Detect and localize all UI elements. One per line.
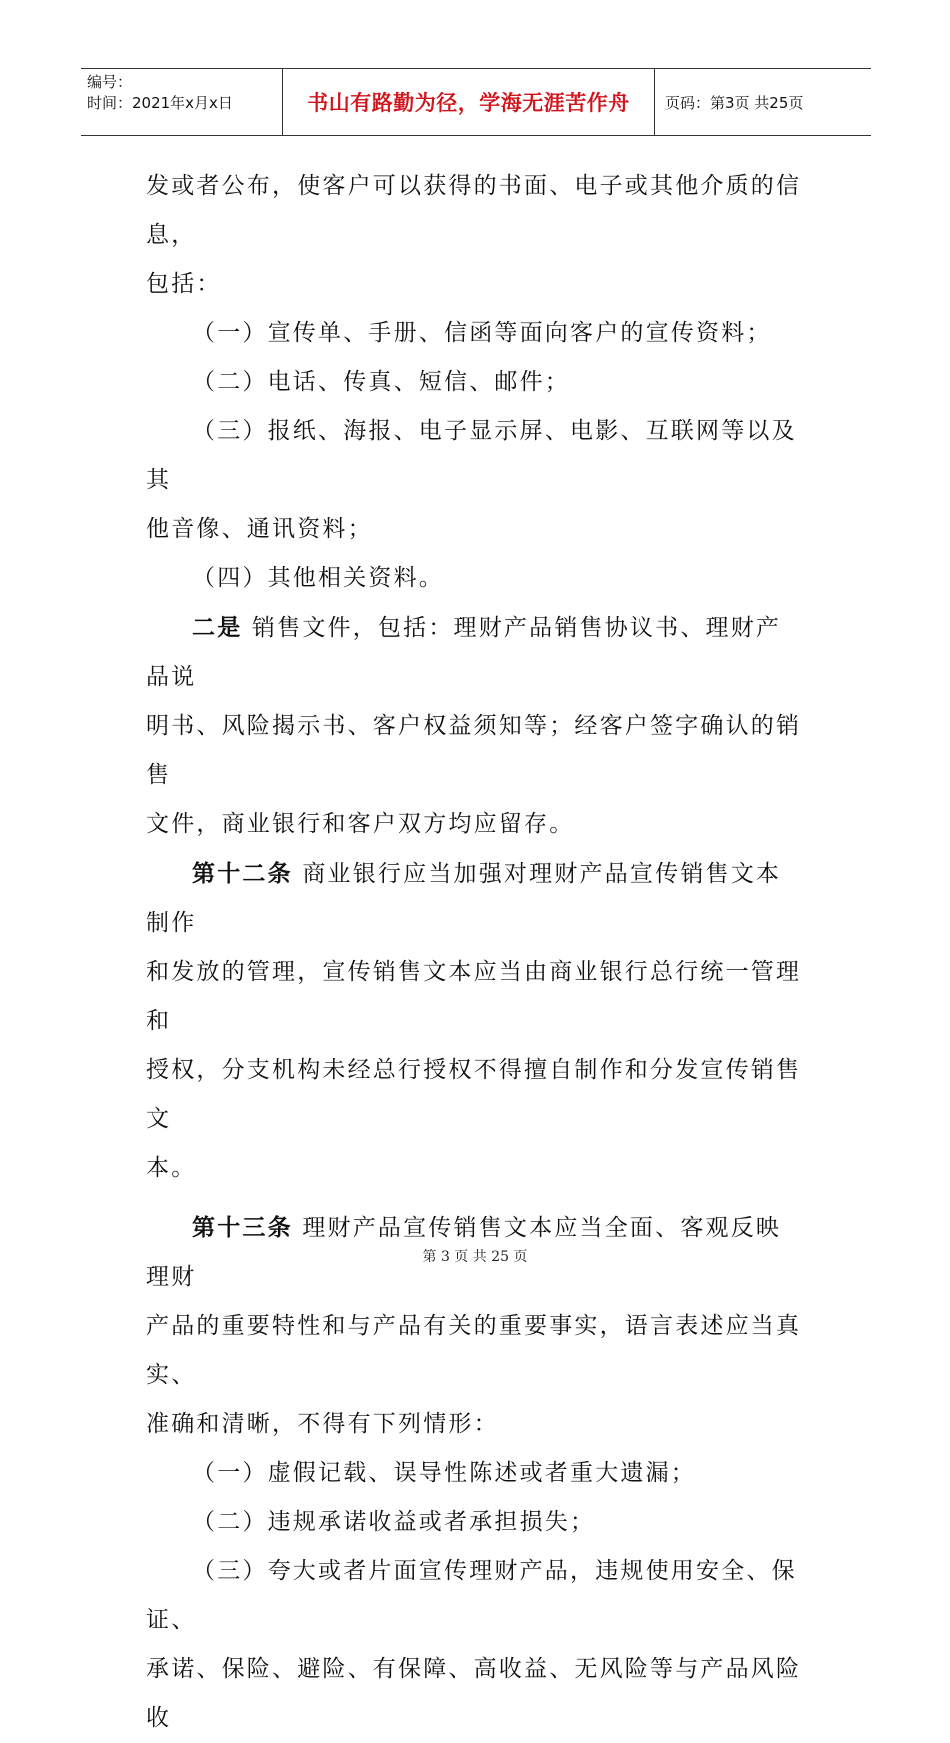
document-body [146, 162, 806, 1743]
list-item: （三）报纸、海报、电子显示屏、电影、互联网等以及其 [146, 418, 797, 493]
page-footer: 第 3 页 共 25 页 [422, 1249, 528, 1265]
body-line: 发或者公布，使客户可以获得的书面、电子或其他介质的信息， [146, 173, 802, 248]
article-13-text: 理财产品宣传销售文本应当全面、客观反映理财 [146, 1215, 782, 1290]
list-item: （二）电话、传真、短信、邮件； [192, 369, 570, 395]
document-time-label: 时间：2021年x月x日 [87, 94, 233, 112]
article-12-text: 商业银行应当加强对理财产品宣传销售文本制作 [146, 861, 782, 936]
item-two-lead: 二是 [192, 614, 243, 641]
article-12-heading: 第十二条 [192, 860, 293, 887]
body-line: 和发放的管理，宣传销售文本应当由商业银行总行统一管理和 [146, 959, 802, 1034]
body-line: 产品的重要特性和与产品有关的重要事实，语言表述应当真实、 [146, 1313, 802, 1388]
list-item: （四）其他相关资料。 [192, 565, 444, 591]
page-header [81, 68, 871, 136]
header-meta [81, 69, 283, 135]
article-12-paragraph [146, 849, 806, 948]
list-item: （三）夸大或者片面宣传理财产品，违规使用安全、保证、 [146, 1558, 797, 1633]
item-two-paragraph [146, 603, 806, 702]
header-page-info: 页码：第3页 共25页 [665, 93, 804, 112]
body-line: 包括： [146, 271, 222, 297]
body-line: 明书、风险揭示书、客户权益须知等；经客户签字确认的销售 [146, 713, 802, 788]
paragraph-gap [146, 1193, 806, 1203]
list-item: （二）违规承诺收益或者承担损失； [192, 1509, 596, 1535]
article-13-heading: 第十三条 [192, 1214, 293, 1241]
list-item: （一）虚假记载、误导性陈述或者重大遗漏； [192, 1460, 696, 1486]
list-item: （一）宣传单、手册、信函等面向客户的宣传资料； [192, 320, 772, 346]
body-line: 准确和清晰，不得有下列情形： [146, 1411, 499, 1437]
list-item-continued: 承诺、保险、避险、有保障、高收益、无风险等与产品风险收 [146, 1656, 802, 1731]
header-motto: 书山有路勤为径，学海无涯苦作舟 [283, 69, 655, 135]
body-line: 授权，分支机构未经总行授权不得擅自制作和分发宣传销售文 [146, 1057, 802, 1132]
list-item-continued: 他音像、通讯资料； [146, 516, 373, 542]
body-line: 本。 [146, 1155, 197, 1181]
body-line: 文件，商业银行和客户双方均应留存。 [146, 811, 575, 837]
item-two-text: 销售文件，包括：理财产品销售协议书、理财产品说 [146, 615, 782, 690]
document-number-label: 编号： [87, 73, 133, 91]
